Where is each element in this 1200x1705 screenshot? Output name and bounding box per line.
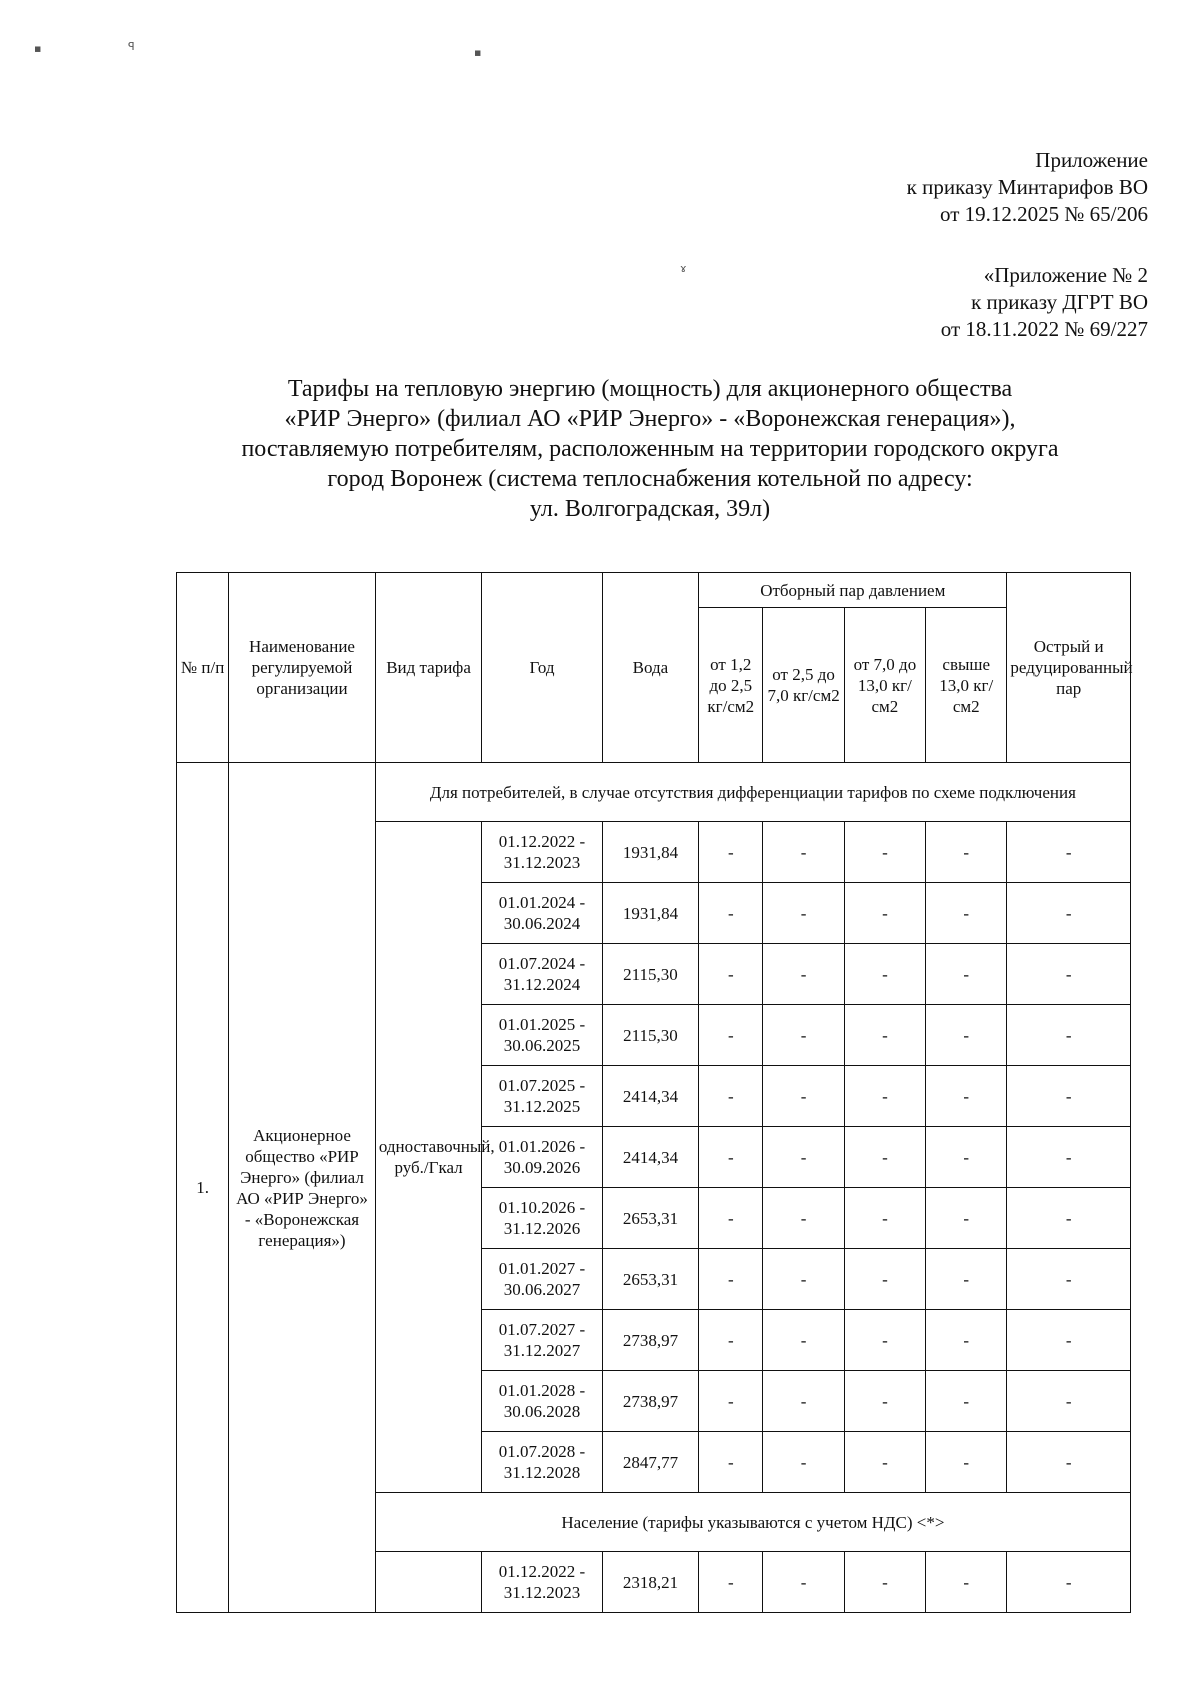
dash-cell: - [926, 1127, 1007, 1188]
document-title [150, 374, 1150, 524]
dash-cell: - [699, 1005, 763, 1066]
header-steam-group: Отборный пар давлением [699, 573, 1007, 608]
tariff-type [375, 1552, 481, 1613]
water-tariff-cell: 1931,84 [602, 822, 698, 883]
dash-cell: - [699, 944, 763, 1005]
annex2-header [941, 262, 1148, 343]
dash-cell: - [1007, 1249, 1131, 1310]
header-year: Год [482, 573, 603, 763]
header-water: Вода [602, 573, 698, 763]
dash-cell: - [926, 1188, 1007, 1249]
dash-cell: - [1007, 1310, 1131, 1371]
dash-cell: - [844, 1552, 925, 1613]
dash-cell: - [1007, 883, 1131, 944]
title-line: «РИР Энерго» (филиал АО «РИР Энерго» - «Воронежская генерация»), [284, 406, 1016, 432]
dash-cell: - [926, 1066, 1007, 1127]
dash-cell: - [699, 1249, 763, 1310]
period-cell: 01.07.2025 - 31.12.2025 [482, 1066, 603, 1127]
dash-cell: - [844, 1371, 925, 1432]
dash-cell: - [699, 1127, 763, 1188]
dash-cell: - [763, 822, 844, 883]
water-tariff-cell: 2318,21 [602, 1552, 698, 1613]
dash-cell: - [844, 1310, 925, 1371]
title-line: город Воронеж (система теплоснабжения котельной по адресу: [327, 466, 973, 492]
period-cell: 01.12.2022 - 31.12.2023 [482, 822, 603, 883]
water-tariff-cell: 2847,77 [602, 1432, 698, 1493]
dash-cell: - [926, 1552, 1007, 1613]
dash-cell: - [1007, 1188, 1131, 1249]
section-consumers: Для потребителей, в случае отсутствия дифференциации тарифов по схеме подключения [375, 763, 1130, 822]
period-cell: 01.12.2022 - 31.12.2023 [482, 1552, 603, 1613]
title-line: Тарифы на тепловую энергию (мощность) для акционерного общества [287, 376, 1013, 402]
water-tariff-cell: 2653,31 [602, 1249, 698, 1310]
header-num: № п/п [177, 573, 229, 763]
dash-cell: - [1007, 1552, 1131, 1613]
title-line: поставляемую потребителям, расположенным на территории городского округа [241, 436, 1059, 462]
appendix-line: Приложение [1035, 148, 1148, 172]
period-cell: 01.07.2027 - 31.12.2027 [482, 1310, 603, 1371]
tariff-type: одноставочный, руб./Гкал [375, 822, 481, 1493]
org-name: Акционерное общество «РИР Энерго» (филиал АО «РИР Энерго» - «Воронежская генерация») [229, 763, 376, 1613]
dash-cell: - [699, 1371, 763, 1432]
period-cell: 01.01.2025 - 30.06.2025 [482, 1005, 603, 1066]
scan-speck: ɤ [680, 262, 687, 275]
dash-cell: - [1007, 1432, 1131, 1493]
dash-cell: - [699, 1432, 763, 1493]
period-cell: 01.10.2026 - 31.12.2026 [482, 1188, 603, 1249]
header-steam-4: свыше 13,0 кг/см2 [926, 608, 1007, 763]
period-cell: 01.07.2024 - 31.12.2024 [482, 944, 603, 1005]
period-cell: 01.01.2026 - 30.09.2026 [482, 1127, 603, 1188]
header-sharp-steam: Острый и редуцированный пар [1007, 573, 1131, 763]
dash-cell: - [763, 1552, 844, 1613]
dash-cell: - [844, 1188, 925, 1249]
dash-cell: - [844, 883, 925, 944]
dash-cell: - [763, 1066, 844, 1127]
water-tariff-cell: 2115,30 [602, 1005, 698, 1066]
scan-speck: ▪ [34, 42, 42, 55]
dash-cell: - [844, 1066, 925, 1127]
section-population: Население (тарифы указываются с учетом НДС) <*> [375, 1493, 1130, 1552]
dash-cell: - [926, 1249, 1007, 1310]
period-cell: 01.01.2027 - 30.06.2027 [482, 1249, 603, 1310]
water-tariff-cell: 2653,31 [602, 1188, 698, 1249]
dash-cell: - [699, 883, 763, 944]
annex2-line: к приказу ДГРТ ВО [971, 290, 1148, 314]
dash-cell: - [926, 1432, 1007, 1493]
dash-cell: - [1007, 1127, 1131, 1188]
dash-cell: - [926, 1371, 1007, 1432]
dash-cell: - [926, 822, 1007, 883]
dash-cell: - [699, 1188, 763, 1249]
dash-cell: - [844, 822, 925, 883]
dash-cell: - [844, 1005, 925, 1066]
dash-cell: - [763, 1249, 844, 1310]
water-tariff-cell: 2738,97 [602, 1310, 698, 1371]
dash-cell: - [926, 1310, 1007, 1371]
dash-cell: - [763, 1371, 844, 1432]
water-tariff-cell: 2414,34 [602, 1127, 698, 1188]
dash-cell: - [763, 1310, 844, 1371]
period-cell: 01.01.2024 - 30.06.2024 [482, 883, 603, 944]
header-tariff-type: Вид тарифа [375, 573, 481, 763]
appendix-header [907, 147, 1148, 228]
water-tariff-cell: 1931,84 [602, 883, 698, 944]
dash-cell: - [699, 1310, 763, 1371]
period-cell: 01.01.2028 - 30.06.2028 [482, 1371, 603, 1432]
annex2-line: от 18.11.2022 № 69/227 [940, 317, 1148, 341]
dash-cell: - [926, 1005, 1007, 1066]
dash-cell: - [1007, 1005, 1131, 1066]
tariff-table [176, 572, 1131, 1613]
dash-cell: - [1007, 944, 1131, 1005]
dash-cell: - [926, 883, 1007, 944]
dash-cell: - [844, 1127, 925, 1188]
dash-cell: - [763, 1127, 844, 1188]
dash-cell: - [844, 1432, 925, 1493]
dash-cell: - [1007, 1066, 1131, 1127]
period-cell: 01.07.2028 - 31.12.2028 [482, 1432, 603, 1493]
header-org: Наименование регулируемой организации [229, 573, 376, 763]
header-steam-1: от 1,2 до 2,5 кг/см2 [699, 608, 763, 763]
appendix-line: к приказу Минтарифов ВО [906, 175, 1148, 199]
dash-cell: - [763, 1432, 844, 1493]
dash-cell: - [926, 944, 1007, 1005]
row-number: 1. [177, 763, 229, 1613]
scan-speck: ▪ [474, 46, 482, 59]
water-tariff-cell: 2115,30 [602, 944, 698, 1005]
dash-cell: - [763, 1188, 844, 1249]
dash-cell: - [1007, 822, 1131, 883]
scan-speck: ꟼ [128, 40, 135, 53]
header-steam-2: от 2,5 до 7,0 кг/см2 [763, 608, 844, 763]
header-steam-3: от 7,0 до 13,0 кг/см2 [844, 608, 925, 763]
water-tariff-cell: 2738,97 [602, 1371, 698, 1432]
dash-cell: - [844, 944, 925, 1005]
dash-cell: - [699, 1552, 763, 1613]
appendix-line: от 19.12.2025 № 65/206 [939, 202, 1148, 226]
annex2-line: «Приложение № 2 [983, 263, 1148, 287]
dash-cell: - [699, 822, 763, 883]
dash-cell: - [763, 1005, 844, 1066]
section-row [177, 763, 1131, 822]
title-line: ул. Волгоградская, 39л) [529, 496, 771, 522]
dash-cell: - [763, 883, 844, 944]
dash-cell: - [763, 944, 844, 1005]
dash-cell: - [1007, 1371, 1131, 1432]
dash-cell: - [844, 1249, 925, 1310]
dash-cell: - [699, 1066, 763, 1127]
water-tariff-cell: 2414,34 [602, 1066, 698, 1127]
